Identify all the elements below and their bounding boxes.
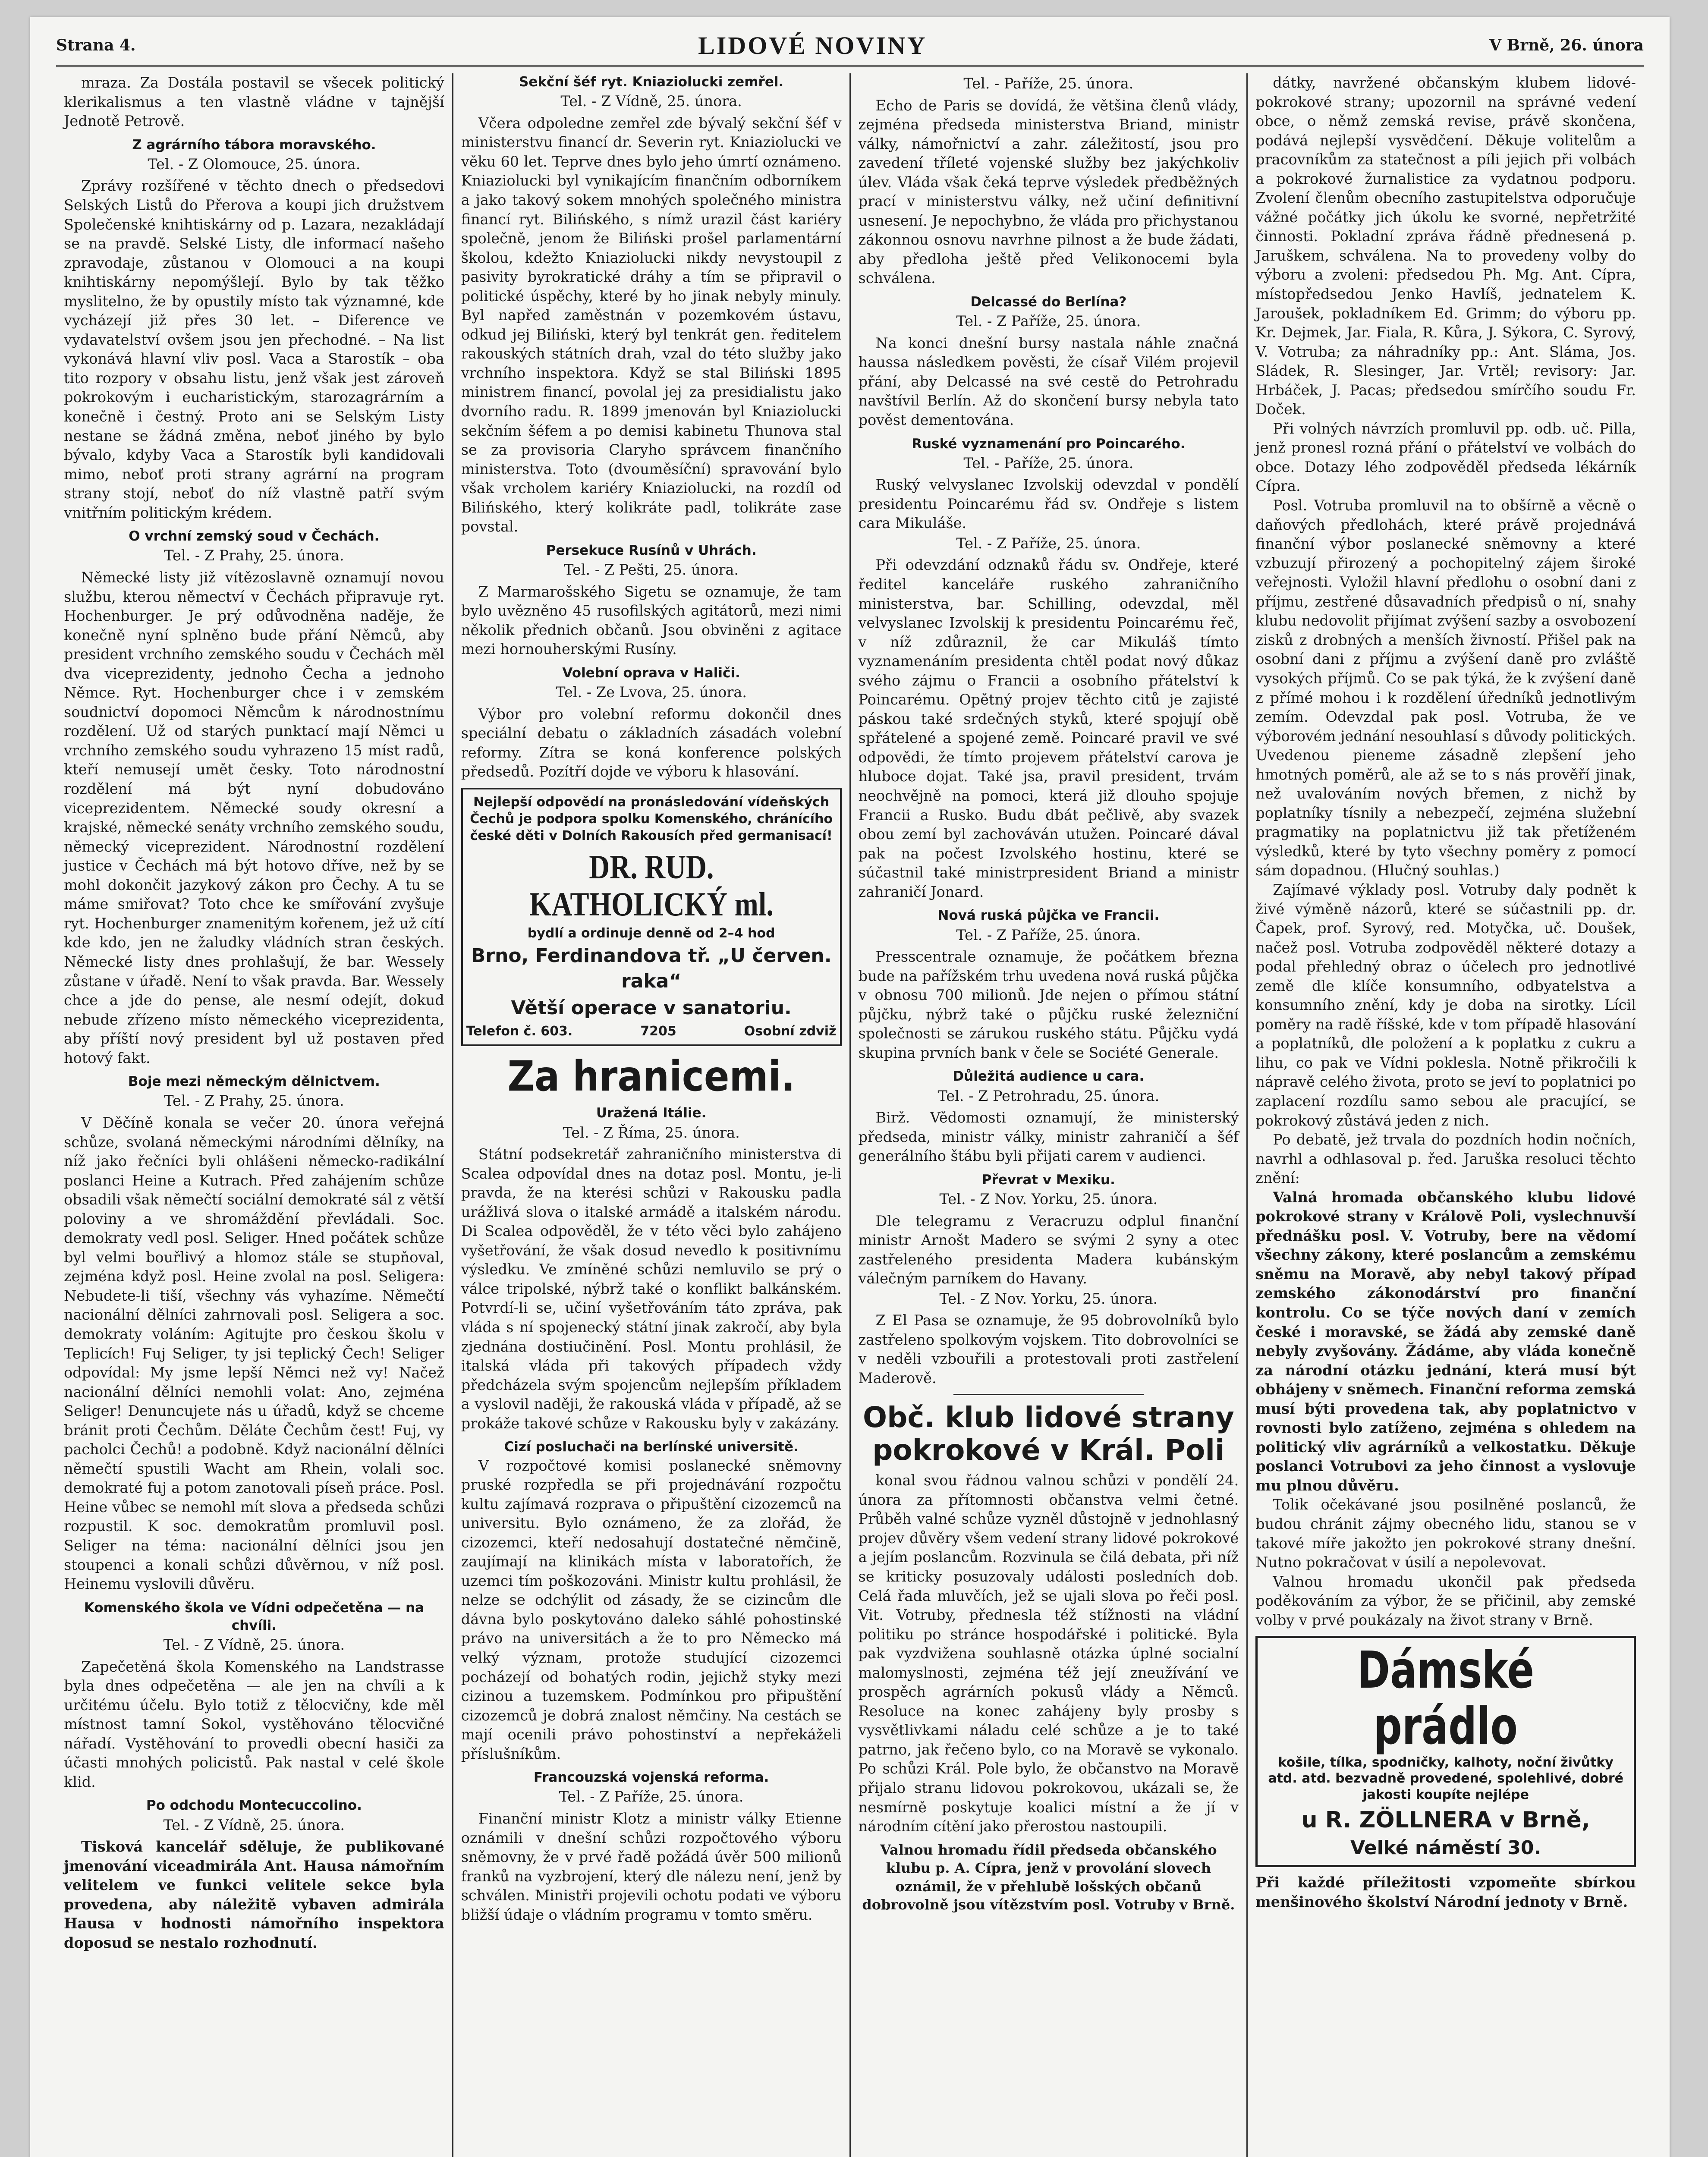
footer-notice: Při každé příležitosti vzpomeňte sbírkou menšinového školství Národní jednoty v Brně. [1255, 1874, 1636, 1910]
section-heading: Za hranicemi. [507, 1052, 795, 1101]
column-3 [849, 73, 1247, 2157]
article-heading: O vrchní zemský soud v Čechách. [129, 528, 380, 544]
newspaper-page [30, 17, 1670, 2157]
article-text: Po debatě, jež trvala do pozdních hodin nočních, navrhl a odhlasoval p. řed. Jaruška resoluci těchto znění: [1255, 1131, 1636, 1187]
article-heading: Po odchodu Montecuccolino. [146, 1798, 362, 1814]
article-text: Valnou hromadu ukončil pak předseda poděkováním za výbor, že se přičinil, aby zemské volby v prvé poukázaly na život strany v Brně. [1255, 1573, 1636, 1629]
dateline: Tel. - Ze Lvova, 25. února. [556, 683, 747, 701]
dateline: Tel. - Paříže, 25. února. [963, 75, 1134, 92]
lingerie-advertisement [1255, 1636, 1636, 1867]
article-text: Při odevzdání odznaků řádu sv. Ondřeje, které ředitel kanceláře ruského zahraničního ministerstva, bar. Schilling, odevzdal, měl velvyslanec Izvolskij k presidentu Poincarému řeč, v níž zdůraznil, že car Mikuláš tímto vyznamenáním presidenta chtěl podat nový důkaz svého zájmu o Francii a osobního přátelství k Poincarému. Opětný projev těchto citů je zajisté páskou také srdečných styků, které spojují obě spřátelené a spojené země. Poincaré pravil ve své odpovědi, že tímto projevem přátelství carova je hluboce dojat. Také jsa, pravil president, trvám neochvějně na pomoci, která již dlouho spojuje Francii a Rusko. Budu dbát pečlivě, aby svazek obou zemí byl zachováván utužen. Poincaré dával pak na počest Izvolského hostinu, které se súčastnil také ministrpresident Briand a ministr zahraničí Jonard. [858, 557, 1239, 900]
ad-hours: bydlí a ordinuje denně od 2–4 hod [527, 926, 775, 941]
article-text: Posl. Votruba promluvil na to obšírně a věcně o daňových předlohách, které právě projednává finanční výbor poslanecké sněmovny a které vzbuzují přirozený a pochopitelný zájem široké veřejnosti. Vyložil hlavní předlohu o osobní dani z příjmu, zestřené důsavadních předpisů o ní, snahy klubu nedovolit přijímat zvýšení sazby a osvobození zisků z drobných a menších živností. Přišel pak na osobní dani z příjmu a zvýšení daně pro zvláště vysokých příjmů. Co se pak týká, že k zvýšení daně z přímé mohou i k rozdělení úředníků jednotlivým zemím. Odevzdal pak posl. Votruba, že ve výborovém jednání nesouhlasí s důvody politických. Uvedenou pieneme zásadně zlepšení jeho hmotných poměrů, ale až se to s nás prověří jinak, než uvalováním nových břemen, z nichž by poplatníky tísnily a nebezpečí, zejména služební pragmatiky na poplatnictvu již tak přetíženém výsledků, které by tyto všechny poměry z pomocí sám dopadnou. (Hlučný souhlas.) [1255, 497, 1636, 879]
article-text: dátky, navržené občanským klubem lidové-pokrokové strany; upozornil na správné vedení obce, o němž zemská revise, právě skončena, podává nejlepší vysvědčení. Děkuje volitelům a pracovníkům za statečnost a píli jejich při volbách a pokrokové žurnalistice za vydatnou podporu. Zvolení členům obecního zastupitelstva odporučuje vážné počátky jich úkolu ke svorné, nepřetržité činnosti. Pokladní zpráva řádně přednesená p. Jaruškem, schválena. Na to provedeny volby do výboru a zvoleni: předsedou Ph. Mg. Ant. Cípra, místopředsedou Jenko Havlíš, jednatelem K. Jaroušek, pokladníkem Ed. Grimm; do výboru pp. Kr. Dejmek, Jar. Fiala, R. Kůra, J. Sýkora, C. Syrový, V. Votruba; za náhradníky pp.: Ant. Sláma, Jos. Sládek, R. Slesinger, Jar. Vrtěl; revisory: Jar. Hrbáček, J. Pacas; předsedou smírčího soudu Fr. Doček. [1255, 74, 1636, 418]
dateline: Tel. - Z Prahy, 25. února. [164, 1092, 344, 1110]
article-text: Při volných návrzích promluvil pp. odb. uč. Pilla, jenž pronesl rozná přání o přátelství ve volbách do obce. Dotazy lého zodpověděl předseda lékárník Cípra. [1255, 420, 1636, 495]
column-2 [452, 73, 849, 2157]
article-heading: Sekční šéf ryt. Kniaziolucki zemřel. [519, 74, 784, 90]
dateline: Tel. - Z Paříže, 25. února. [956, 535, 1141, 552]
article-heading: Ruské vyznamenání pro Poincarého. [912, 436, 1186, 452]
article-text: Presscentrale oznamuje, že počátkem března bude na pařížském trhu uvedena nová ruská půjčka v obnosu 700 milionů. Jde nejen o přímou státní půjčku, nýbrž také o půjčku ruské železniční společnosti se zárukou ruského státu. Půjčku vydá skupina prvních bank v čele se Société Generale. [858, 948, 1239, 1061]
ad-address: Velké náměstí 30. [1350, 1836, 1541, 1859]
article-heading: Volební oprava v Haliči. [562, 665, 740, 681]
article-text: mraza. Za Dostála postavil se všecek politický klerikalismus a ten vlastně vládne v tajnější Jednotě Petrově. [64, 74, 444, 130]
issue-date: V Brně, 26. února [1489, 36, 1644, 54]
dateline: Tel. - Z Nov. Yorku, 25. února. [939, 1290, 1158, 1307]
dateline: Tel. - Z Olomouce, 25. února. [148, 155, 361, 173]
dateline: Tel. - Z Paříže, 25. února. [956, 313, 1141, 330]
article-text: Valnou hromadu řídil předseda občanského klubu p. A. Cípra, jenž v provolání slovech oznámil, že v přehlubě lošských občanů dobrovolně jsou vítězstvím posl. Votruby v Brně. [862, 1841, 1235, 1913]
doctor-advertisement [461, 788, 842, 1046]
article-heading: Komenského škola ve Vídni odpečetěna — na chvíli. [84, 1600, 425, 1633]
dateline: Tel. - Z Petrohradu, 25. února. [937, 1087, 1160, 1104]
ad-number: 7205 [640, 1023, 676, 1039]
article-text: Birž. Vědomosti oznamují, že ministerský předseda, ministr války, ministr zahraničí a šéf generálního štábu byli přijati carem v audienci. [858, 1109, 1239, 1165]
article-text: konal svou řádnou valnou schůzi v pondělí 24. února za přítomnosti občanstva velmi četné. Průběh valné schůze vyzněl důstojně v jednohlasný projev důvěry všem vedení strany lidové pokrokové a jejím poslancům. Rozvinula se čilá debata, při níž se kriticky posuzovaly události posledních dob. Celá řada mluvčích, jež se ujali slova po řeči posl. Vit. Votruby, přednesla též stížnosti na vládní politiku po stránce hospodářské i politické. Byla pak vyzdvižena souhlasně otázka úplné socialní malomyslnosti, zejména též její zneužívání ve prospěch agrárních pokusů vlády a Němců. Resoluce na konec zahájeny byly prosby s vysvětlivkami náladu celé schůze a je to také patrno, jak řečeno bylo, co na Moravě se vykonalo. Po schůzi Král. Pole bylo, že občanstvo na Moravě přijalo stranu lidovou pokrokovou, ukázali se, že nesmírně poskytuje koalici místní a že jí v národním cítění jako přerostou nastoupili. [858, 1472, 1239, 1835]
ad-title: Dámské prádlo [1357, 1640, 1535, 1756]
article-heading: Nová ruská půjčka ve Francii. [937, 908, 1160, 924]
dateline: Tel. - Z Vídně, 25. února. [163, 1636, 345, 1654]
newspaper-title: LIDOVÉ NOVINY [698, 31, 927, 60]
ad-telephone: Telefon č. 603. [466, 1023, 573, 1039]
article-text: Tisková kancelář sděluje, že publikované jmenování viceadmirála Ant. Hausa námořním velitelem ve funkci velitele sekce byla provedena, aby náležitě vybaven admirála Hausa v hodnosti námořního inspektora doposud se nestalo rozhodnutí. [64, 1838, 444, 1951]
article-heading: Z agrárního tábora moravského. [132, 137, 376, 153]
article-text: V rozpočtové komisi poslanecké sněmovny pruské rozpředla se při projednávání rozpočtu kultu zajímavá rozprava o připuštění cizozemců na universitu. Bylo oznámeno, že za zlořád, že cizozemci, kteří nedosahují dostatečné němčině, zaujímají na klinikách místa v laboratořích, že uzemci tím poškozováni. Ministr kultu prohlásil, že nelze se odchýlit od zásady, že se cizincům dle dávna bylo poskytováno daleko sáhlé pohostinské právo na universitách a že to pro Německo má velký význam, protože studující cizozemci pocházejí od bohatých rodin, jejichž styky mezi cizinou a tuzemskem. Podmínkou pro připuštění cizozemců je dobrá znalost němčiny. Na cestách se mají ocenili právo pohostinství a nepřekáželi příslušníkům. [461, 1457, 842, 1762]
dateline: Tel. - Z Paříže, 25. února. [956, 926, 1141, 943]
dateline: Tel. - Z Nov. Yorku, 25. února. [939, 1190, 1158, 1207]
ad-notice: Nejlepší odpovědí na pronásledování vídeňských Čechů je podpora spolku Komenského, chránícího české děti v Dolních Rakousích před germanisací! [470, 794, 833, 843]
article-text: Státní podsekretář zahraničního ministerstva di Scalea odpovídal dnes na dotaz posl. Montu, je-li pravda, že na kterési schůzi v Rakousku padla urážlivá slova o italské armádě a italském národu. Di Scalea odpověděl, že v této věci bylo zahájeno vyšetřování, že však dosud nevedlo k positivnímu výsledku. Ve zmíněné schůzi nemluvilo se prý o válce tripolské, nýbrž také o konflikt balkánském. Potvrdí-li se, učiní vyšetřováním táto zpráva, pak vláda s ní spojenecký státní jinak zakročí, aby byla zjednána dostiučinění. Posl. Montu prohlásil, že italská vláda při takových případech vždy předcházela svým spojencům nejlepším příkladem a vyslovil naději, že rakouská vláda v případě, až se prokáže takové schůze v Rakousku byly v zakázány. [461, 1146, 842, 1432]
resolution-text: Valná hromada občanského klubu lidové pokrokové strany v Králově Poli, vyslechnuvší přednášku posl. V. Votruby, bere na vědomí všechny zákony, které poslancům a zemskému sněmu na Moravě, aby nebyl takový případ zemského zákonodárství pro finanční kontrolu. Co se týče nových daní v zemích české i moravské, se žádá aby zemské daně nebyly zvyšovány. Žádáme, aby vláda konečně za národní otázku jednání, která musí být obhájeny v sněmech. Finanční reforma zemská musí býti provedena tak, aby poplatnictvo v rovnosti bylo zatíženo, zejména s ohledem na politický vliv agrárníků a velkostatku. Děkuje poslanci Votrubovi za jeho činnost a vyslovuje mu plnou důvěru. [1255, 1189, 1636, 1494]
column-1 [56, 73, 452, 2157]
article-text: Finanční ministr Klotz a ministr války Etienne oznámili v dnešní schůzi rozpočtového výboru sněmovny, že v prvé řadě požádá úvěr 500 milionů franků na vyzbrojení, který dle nálezu není, jenž by schválen. Ministři projevili ochotu podati ve výboru bližší údaje o vládním programu v tomto směru. [461, 1810, 842, 1923]
dateline: Tel. - Z Prahy, 25. února. [164, 547, 344, 564]
ad-doctor-name: DR. RUD. KATHOLICKÝ ml. [529, 848, 774, 923]
article-heading: Cizí posluchači na berlínské universitě. [504, 1439, 799, 1455]
club-heading: Obč. klub lidové strany pokrokové v Král. Poli [862, 1401, 1234, 1467]
article-text: Z El Pasa se oznamuje, že 95 dobrovolníků bylo zastřeleno spolkovým vojskem. Tito dobrovolníci se v neděli vzbouřili a protestovali proti zastřelení Maderově. [858, 1312, 1239, 1387]
article-heading: Důležitá audience u cara. [953, 1069, 1145, 1085]
article-heading: Persekuce Rusínů v Uhrách. [546, 542, 757, 558]
ad-footer [466, 1023, 837, 1040]
article-text: Dle telegramu z Veracruzu odplul finanční ministr Arnošt Madero se svými 2 syny a otec zastřeleného presidenta Madera kubánským válečným parníkem do Havany. [858, 1212, 1239, 1287]
ad-lift: Osobní zdviž [744, 1023, 837, 1039]
article-text: V Děčíně konala se večer 20. února veřejná schůze, svolaná německými národními dělníky, na níž jako řečníci byli ohlášeni německo-radikální poslanci Heine a Kutrach. Před zahájením schůze obsadili však němečtí sociální demokraté sál z větší poloviny a ve shromáždění převládali. Soc. demokraty vedl posl. Seliger. Hned počátek schůze byl velmi bouřlivý a hlomoz stále se stupňoval, zejména když posl. Heine zvolal na posl. Seligera: Nebudete-li tiší, všechny vás vyhazíme. Němečtí nacionální dělníci zahrnovali posl. Seligera a soc. demokraty voláním: Agitujte pro českou školu v Teplicích! Fuj Seliger, ty jsi teplický Čech! Seliger odpovídal: My jsme lepší Němci než vy! Načež nacionální dělníci nemohli volat: Ano, zejména Seliger! Denuncujete nás u úřadů, když se chceme bránit proti Čechům. Děláte Čechům čest! Fuj, vy pacholci Čechů! a podobně. Když nacionální dělníci němečtí spustili Wacht am Rhein, volali soc. demokraté fuj a potom zanotovali píseň práce. Posl. Heine vůbec se nemohl mít slova a předseda schůzi rozpustil. K soc. demokratům promluvil posl. Seliger na téma: nacionální dělníci jsou jen stoupenci a konali schůzi důvěrnou, v níž posl. Heinemu vyslovili důvěru. [64, 1114, 444, 1593]
article-text: Včera odpoledne zemřel zde bývalý sekční šéf v ministerstvu financí dr. Severin ryt. Kniaziolucki ve věku 60 let. Teprve dnes bylo jeho úmrtí oznámeno. Kniaziolucki byl vynikajícím finančním odborníkem a jako takový sokem mnohých společného ministra financí ryt. Bilińského, s nímž urazil část kariéry společně, jenom že Biliński prošel parlamentární školou, kdežto Kniaziolucki nikdy nevystoupil z pasivity byrokratické dráhy a tím se připravil o politické úspěchy, které by ho jinak nebyly minuly. Byl napřed zaměstnán v pozemkovém ústavu, odkud jej Biliński, který byl tenkrát gen. ředitelem rakouských státních drah, vzal do této služby jako vrchního inspektora. Když se stal Biliński 1895 ministrem financí, povolal jej za presidialistu jako dvorního radu. R. 1899 jmenován byl Kniaziolucki sekčním šéfem a po demisi kabinetu Thunova stal se za provisoria Claryho správcem finančního ministerstva. Toto (dvouměsíční) spravování bylo však vrcholem kariéry Kniaziolucki, na rozdíl od Bilińského, který kolikráte padl, tolikráte zase povstal. [461, 114, 842, 535]
masthead [56, 26, 1644, 67]
dateline: Tel. - Z Vídně, 25. února. [560, 93, 742, 110]
ad-firm: u R. ZÖLLNERA v Brně, [1301, 1807, 1590, 1833]
article-text: Echo de Paris se dovídá, že většina členů vlády, zejména předseda ministerstva Briand, ministr války, námořnictví a zahr. záležitostí, jsou pro zavedení tříleté vojenské služby bez jakýchkoliv úlev. Vláda však čeká teprve výsledek předběžných prací v ministerstvu války, než učiní definitivní usnesení. Je nepochybno, že vláda pro přichystanou zákonnou osnovu navrhne pilnost a že bude žádati, aby předloha ještě před Velikonocemi byla schválena. [858, 97, 1239, 287]
columns [56, 73, 1644, 2157]
article-heading: Převrat v Mexiku. [981, 1172, 1115, 1188]
ad-description: košile, tílka, spodničky, kalhoty, noční živůtky atd. atd. bezvadně provedené, spolehlivé, dobré jakosti koupíte nejlépe [1268, 1755, 1623, 1802]
article-text: Zajímavé výklady posl. Votruby daly podnět k živé výměně názorů, které se súčastnili pp. dr. Čapek, prof. Syrový, red. Motyčka, uč. Doušek, načež posl. Votruba zodpověděl některé dotazy a podal přehledný obraz o účelech pro jednotlivé země dle klíče konsumního, odbyatelstva a konsumního znění, kdy je doba na sirotky. Lícil poměry na radě říšské, kde v tom případě hlasování a poplatníků, dle položení a k poplatku z cukru a lihu, co pak ve Vídni poklesla. Notně přikročili k nápravě celého života, proto se jeví to poplatnici po zaplacení rozdílu samo sebou ale pracující, se pokrokový zůstává jeden z nich. [1255, 881, 1636, 1129]
dateline: Tel. - Z Paříže, 25. února. [559, 1788, 744, 1805]
column-4 [1246, 73, 1644, 2157]
dateline: Tel. - Z Vídně, 25. února. [163, 1816, 345, 1833]
article-heading: Delcassé do Berlína? [970, 294, 1127, 310]
article-text: Na konci dnešní bursy nastala náhle značná haussa následkem pověsti, že císař Vilém projevil přání, aby Delcassé na své cestě do Petrohradu navštívil Berlín. Až do skončení bursy nebyla tato pověst dementována. [858, 334, 1239, 428]
article-heading: Uražená Itálie. [596, 1105, 707, 1121]
article-heading: Boje mezi německým dělnictvem. [128, 1074, 380, 1090]
article-text: Zprávy rozšířené v těchto dnech o předsedovi Selských Listů do Přerova a koupi jich družstvem Společenské knihtiskárny od p. Lazara, nezakládají se na pravdě. Selské Listy, dle informací našeho zpravodaje, zůstanou v Olomouci a na koupi knihtiskárny nepomýšlejí. Bylo by tak těžko myslitelno, že by opustily místo tak významné, kde vycházejí již přes 30 let. – Diference ve vydavatelství ovšem jsou jen přechodné. – Na list vykonává hlavní vliv posl. Vaca a Starostík – oba tito rozpory v obsahu listu, jenž však jest zároveň pokrokovým i eucharistickým, starozagrárním a konečně i čestný. Proto ani se Selským Listy nestane se žádná změna, neboť jiného by bylo bývalo, kdyby Vaca a Starostík byli kandidovali mimo, neboť proti strany agrární na program strany stojí, neboť do níž vlastně patří svým vnitřním politickým krédem. [64, 177, 444, 521]
page-number: Strana 4. [56, 36, 136, 54]
ad-operations: Větší operace v sanatoriu. [511, 997, 792, 1019]
article-text: Tolik očekávané jsou posilněné poslanců, že budou chránit zájmy obecného lidu, stanou se v takové míře jakožto jen pokrokové strany dnešní. Nutno pokračovat v úsilí a nepolevovat. [1255, 1496, 1636, 1571]
ad-address: Brno, Ferdinandova tř. „U červen. raka“ [471, 945, 832, 992]
article-text: Německé listy již vítězoslavně oznamují novou službu, kterou němectví v Čechách připravuje ryt. Hochenburger. Je prý odůvodněna naděje, že konečně nyní splněno bude přání Němců, aby president vrchního zemského soudu v Čechách měl dva viceprezidenty, jednoho Čecha a jednoho Němce. Ryt. Hochenburger chce i v zemském soudnictví dopomoci Němcům k národnostnímu rozdělení. Už od starých punktací mají Němci u vrchního zemského soudu vyhrazeno 15 míst radů, kteří nemusejí umět česky. Toto národnostní rozdělení má být nyní dobudováno viceprezidentem. Německé soudy okresní a krajské, německé senáty vrchního zemského soudu, německý viceprezident. Národnostní rozdělení justice v Čechách má být hotovo dříve, než by se mohl dokončit jazykový zákon pro Čechy. A tu se máme smiřovat? Toto chce ke smířování zvyšuje ryt. Hochenburger znamenitým kořenem, jež už cítí kde kdo, jen ne žaludky vládních stran českých. Německé listy dnes prohlašují, že bar. Wessely zůstane v úřadě. Není to však pravda. Bar. Wessely chce a jde do pense, ale nesmí odejít, dokud nebude zřízeno místo německého viceprezidenta, aby příští nový president byl už postaven před hotový fakt. [64, 569, 444, 1066]
divider [953, 1394, 1144, 1395]
dateline: Tel. - Z Pešti, 25. února. [564, 561, 739, 579]
article-heading: Francouzská vojenská reforma. [533, 1770, 769, 1786]
dateline: Tel. - Z Říma, 25. února. [563, 1124, 740, 1141]
dateline: Tel. - Paříže, 25. února. [963, 454, 1134, 472]
article-text: Výbor pro volební reformu dokončil dnes speciální debatu o základních zásadách volební reformy. Zítra se koná konference polských předsedů. Pozítří dojde ve výboru k hlasování. [461, 705, 842, 780]
article-text: Z Marmarošského Sigetu se oznamuje, že tam bylo uvězněno 45 rusofilských agitátorů, mezi nimi několik přednich občanů. Jsou obviněni z agitace mezi hornouherskými Rusíny. [461, 583, 842, 658]
article-text: Zapečetěná škola Komenského na Landstrasse byla dnes odpečetěna — ale jen na chvíli a k určitému účelu. Bylo totiž z tělocvičny, kde měl místnost tamní Sokol, vystěhováno tělocvičné nářadí. Vystěhování to provedli obecní hasiči za účasti mnohých policistů. Pak nastal v celé škole klid. [64, 1658, 444, 1790]
article-text: Ruský velvyslanec Izvolskij odevzdal v pondělí presidentu Poincarému řád sv. Ondřeje s listem cara Mikuláše. [858, 476, 1239, 532]
